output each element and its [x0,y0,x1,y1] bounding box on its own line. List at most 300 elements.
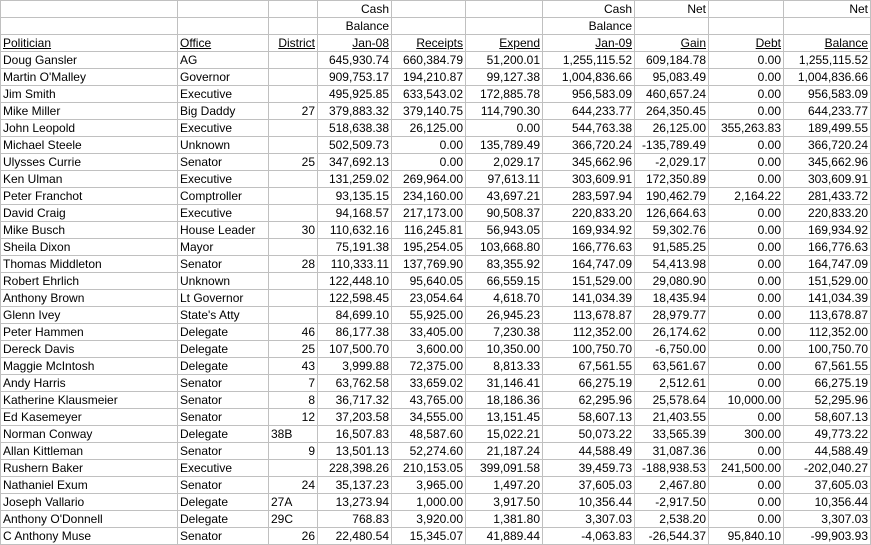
table-cell[interactable]: 28 [269,256,318,273]
table-cell[interactable]: 38B [269,426,318,443]
table-cell[interactable]: 8 [269,392,318,409]
table-cell[interactable]: Anthony Brown [1,290,178,307]
table-cell[interactable]: Dereck Davis [1,341,178,358]
table-cell[interactable]: 29,080.90 [635,273,709,290]
table-cell[interactable]: Mike Miller [1,103,178,120]
table-cell[interactable]: 58,607.13 [543,409,635,426]
column-header[interactable]: Expend [466,35,543,52]
header-top-cell[interactable]: Net [635,1,709,18]
table-cell[interactable]: Mike Busch [1,222,178,239]
table-cell[interactable]: 768.83 [318,511,392,528]
table-cell[interactable]: Maggie McIntosh [1,358,178,375]
table-cell[interactable] [269,307,318,324]
table-cell[interactable]: 660,384.79 [392,52,466,69]
table-cell[interactable]: 172,350.89 [635,171,709,188]
table-cell[interactable]: 956,583.09 [784,86,871,103]
table-cell[interactable]: 956,583.09 [543,86,635,103]
table-cell[interactable]: 234,160.00 [392,188,466,205]
table-cell[interactable]: 26,945.23 [466,307,543,324]
header-top-cell[interactable] [178,1,269,18]
table-cell[interactable]: 3,917.50 [466,494,543,511]
table-cell[interactable]: 59,302.76 [635,222,709,239]
table-cell[interactable]: 220,833.20 [543,205,635,222]
table-cell[interactable]: 12 [269,409,318,426]
table-cell[interactable]: 0.00 [709,103,784,120]
table-cell[interactable]: 345,662.96 [543,154,635,171]
table-cell[interactable]: 190,462.79 [635,188,709,205]
table-cell[interactable]: 43,765.00 [392,392,466,409]
table-cell[interactable]: Robert Ehrlich [1,273,178,290]
table-cell[interactable]: 25 [269,341,318,358]
table-cell[interactable]: 1,255,115.52 [784,52,871,69]
table-cell[interactable]: 345,662.96 [784,154,871,171]
header-top-cell[interactable] [269,1,318,18]
table-cell[interactable]: 0.00 [709,69,784,86]
table-cell[interactable]: 0.00 [709,307,784,324]
table-cell[interactable]: 103,668.80 [466,239,543,256]
table-cell[interactable]: 52,274.60 [392,443,466,460]
table-cell[interactable]: 116,245.81 [392,222,466,239]
table-cell[interactable]: 169,934.92 [784,222,871,239]
header-mid-cell[interactable] [1,18,178,35]
table-cell[interactable]: 633,543.02 [392,86,466,103]
table-cell[interactable]: Peter Hammen [1,324,178,341]
table-cell[interactable]: 100,750.70 [784,341,871,358]
table-cell[interactable]: 113,678.87 [784,307,871,324]
table-cell[interactable]: 37,203.58 [318,409,392,426]
table-cell[interactable]: 3,999.88 [318,358,392,375]
table-cell[interactable]: Unknown [178,137,269,154]
header-top-cell[interactable] [466,1,543,18]
table-cell[interactable]: AG [178,52,269,69]
table-cell[interactable]: 220,833.20 [784,205,871,222]
table-cell[interactable]: 460,657.24 [635,86,709,103]
table-cell[interactable]: -135,789.49 [635,137,709,154]
table-cell[interactable]: 31,087.36 [635,443,709,460]
table-cell[interactable]: 300.00 [709,426,784,443]
header-mid-cell[interactable] [466,18,543,35]
table-cell[interactable]: 0.00 [709,494,784,511]
table-cell[interactable]: -188,938.53 [635,460,709,477]
table-cell[interactable] [269,120,318,137]
header-top-cell[interactable]: Net [784,1,871,18]
table-cell[interactable]: 72,375.00 [392,358,466,375]
table-cell[interactable]: 66,559.15 [466,273,543,290]
table-cell[interactable]: Lt Governor [178,290,269,307]
table-cell[interactable]: 112,352.00 [543,324,635,341]
table-cell[interactable]: 366,720.24 [543,137,635,154]
table-cell[interactable]: -6,750.00 [635,341,709,358]
table-cell[interactable]: 97,613.11 [466,171,543,188]
table-cell[interactable]: Ulysses Currie [1,154,178,171]
table-cell[interactable]: 495,925.85 [318,86,392,103]
table-cell[interactable] [269,137,318,154]
table-cell[interactable]: 30 [269,222,318,239]
table-cell[interactable]: 0.00 [709,273,784,290]
table-cell[interactable]: 7,230.38 [466,324,543,341]
table-cell[interactable]: 43 [269,358,318,375]
table-cell[interactable]: 172,885.78 [466,86,543,103]
table-cell[interactable]: Delegate [178,426,269,443]
table-cell[interactable]: 7 [269,375,318,392]
table-cell[interactable]: Senator [178,375,269,392]
table-cell[interactable]: 544,763.38 [543,120,635,137]
header-top-cell[interactable]: Cash [543,1,635,18]
table-cell[interactable]: 355,263.83 [709,120,784,137]
table-cell[interactable]: Delegate [178,494,269,511]
table-cell[interactable]: 135,789.49 [466,137,543,154]
table-cell[interactable]: Katherine Klausmeier [1,392,178,409]
table-cell[interactable]: 90,508.37 [466,205,543,222]
column-header[interactable]: Debt [709,35,784,52]
table-cell[interactable]: 95,840.10 [709,528,784,545]
table-cell[interactable]: 86,177.38 [318,324,392,341]
table-cell[interactable]: 114,790.30 [466,103,543,120]
table-cell[interactable]: 33,659.02 [392,375,466,392]
table-cell[interactable]: Thomas Middleton [1,256,178,273]
table-cell[interactable]: Senator [178,477,269,494]
table-cell[interactable]: 58,607.13 [784,409,871,426]
header-top-cell[interactable] [709,1,784,18]
table-cell[interactable]: Andy Harris [1,375,178,392]
table-cell[interactable]: 0.00 [709,375,784,392]
table-cell[interactable]: 63,561.67 [635,358,709,375]
table-cell[interactable]: 41,889.44 [466,528,543,545]
table-cell[interactable]: 0.00 [392,137,466,154]
table-cell[interactable]: 164,747.09 [543,256,635,273]
table-cell[interactable]: 110,632.16 [318,222,392,239]
table-cell[interactable]: 13,273.94 [318,494,392,511]
table-cell[interactable]: 34,555.00 [392,409,466,426]
table-cell[interactable]: 91,585.25 [635,239,709,256]
table-cell[interactable]: 303,609.91 [543,171,635,188]
table-cell[interactable]: 56,943.05 [466,222,543,239]
table-cell[interactable]: 18,186.36 [466,392,543,409]
table-cell[interactable]: Senator [178,528,269,545]
table-cell[interactable]: 644,233.77 [784,103,871,120]
table-cell[interactable]: 0.00 [709,52,784,69]
table-cell[interactable]: 1,000.00 [392,494,466,511]
table-cell[interactable]: 0.00 [709,511,784,528]
table-cell[interactable]: 2,029.17 [466,154,543,171]
table-cell[interactable]: 0.00 [709,86,784,103]
table-cell[interactable]: Senator [178,256,269,273]
table-cell[interactable]: 26,174.62 [635,324,709,341]
table-cell[interactable]: 67,561.55 [543,358,635,375]
table-cell[interactable]: 25 [269,154,318,171]
table-cell[interactable]: 283,597.94 [543,188,635,205]
table-cell[interactable]: 26,125.00 [392,120,466,137]
table-cell[interactable]: 3,307.03 [784,511,871,528]
table-cell[interactable]: 95,083.49 [635,69,709,86]
table-cell[interactable]: 269,964.00 [392,171,466,188]
table-cell[interactable]: State's Atty [178,307,269,324]
table-cell[interactable]: 25,578.64 [635,392,709,409]
table-cell[interactable]: 264,350.45 [635,103,709,120]
table-cell[interactable]: 228,398.26 [318,460,392,477]
table-cell[interactable]: Sheila Dixon [1,239,178,256]
table-cell[interactable]: 27 [269,103,318,120]
table-cell[interactable]: Delegate [178,511,269,528]
table-cell[interactable]: 33,565.39 [635,426,709,443]
table-cell[interactable]: 18,435.94 [635,290,709,307]
header-mid-cell[interactable] [269,18,318,35]
table-cell[interactable]: -99,903.93 [784,528,871,545]
table-cell[interactable]: 23,054.64 [392,290,466,307]
table-cell[interactable]: 379,140.75 [392,103,466,120]
table-cell[interactable]: 164,747.09 [784,256,871,273]
table-cell[interactable]: Martin O'Malley [1,69,178,86]
table-cell[interactable] [269,460,318,477]
table-cell[interactable]: 16,507.83 [318,426,392,443]
table-cell[interactable]: -202,040.27 [784,460,871,477]
table-cell[interactable]: 44,588.49 [784,443,871,460]
table-cell[interactable]: 131,259.02 [318,171,392,188]
table-cell[interactable]: 379,883.32 [318,103,392,120]
table-cell[interactable]: 75,191.38 [318,239,392,256]
table-cell[interactable]: 122,448.10 [318,273,392,290]
table-cell[interactable]: 0.00 [709,324,784,341]
table-cell[interactable]: 84,699.10 [318,307,392,324]
table-cell[interactable]: -4,063.83 [543,528,635,545]
table-cell[interactable]: 54,413.98 [635,256,709,273]
table-cell[interactable]: 609,184.78 [635,52,709,69]
table-cell[interactable]: 0.00 [709,409,784,426]
table-cell[interactable]: 909,753.17 [318,69,392,86]
table-cell[interactable]: -2,029.17 [635,154,709,171]
table-cell[interactable] [269,239,318,256]
table-cell[interactable]: 3,600.00 [392,341,466,358]
table-cell[interactable]: Rushern Baker [1,460,178,477]
header-mid-cell[interactable]: Balance [543,18,635,35]
table-cell[interactable]: 122,598.45 [318,290,392,307]
column-header[interactable]: Gain [635,35,709,52]
table-cell[interactable]: 0.00 [709,477,784,494]
table-cell[interactable]: -2,917.50 [635,494,709,511]
table-cell[interactable]: 0.00 [709,205,784,222]
table-cell[interactable]: 0.00 [709,256,784,273]
table-cell[interactable]: 0.00 [392,154,466,171]
table-cell[interactable]: Governor [178,69,269,86]
table-cell[interactable]: 189,499.55 [784,120,871,137]
table-cell[interactable]: 137,769.90 [392,256,466,273]
table-cell[interactable]: 2,538.20 [635,511,709,528]
table-cell[interactable]: Executive [178,86,269,103]
table-cell[interactable]: 28,979.77 [635,307,709,324]
table-cell[interactable]: Joseph Vallario [1,494,178,511]
table-cell[interactable]: 166,776.63 [784,239,871,256]
table-cell[interactable]: Doug Gansler [1,52,178,69]
table-cell[interactable]: 100,750.70 [543,341,635,358]
table-cell[interactable]: Senator [178,409,269,426]
table-cell[interactable]: 110,333.11 [318,256,392,273]
table-cell[interactable]: 50,073.22 [543,426,635,443]
table-cell[interactable]: 169,934.92 [543,222,635,239]
table-cell[interactable]: 43,697.21 [466,188,543,205]
table-cell[interactable]: 29C [269,511,318,528]
column-header[interactable]: Jan-08 [318,35,392,52]
table-cell[interactable]: 303,609.91 [784,171,871,188]
header-mid-cell[interactable] [392,18,466,35]
table-cell[interactable] [269,69,318,86]
table-cell[interactable]: -26,544.37 [635,528,709,545]
table-cell[interactable]: 2,467.80 [635,477,709,494]
table-cell[interactable]: 366,720.24 [784,137,871,154]
table-cell[interactable]: Delegate [178,324,269,341]
table-cell[interactable]: 2,164.22 [709,188,784,205]
table-cell[interactable]: 10,356.44 [543,494,635,511]
table-cell[interactable]: 63,762.58 [318,375,392,392]
table-cell[interactable]: Ed Kasemeyer [1,409,178,426]
table-cell[interactable]: 26,125.00 [635,120,709,137]
table-cell[interactable]: 3,965.00 [392,477,466,494]
table-cell[interactable]: 36,717.32 [318,392,392,409]
table-cell[interactable]: 194,210.87 [392,69,466,86]
table-cell[interactable] [269,273,318,290]
table-cell[interactable]: 281,433.72 [784,188,871,205]
table-cell[interactable]: 195,254.05 [392,239,466,256]
table-cell[interactable]: Glenn Ivey [1,307,178,324]
table-cell[interactable]: 93,135.15 [318,188,392,205]
table-cell[interactable]: Executive [178,460,269,477]
table-cell[interactable]: 9 [269,443,318,460]
table-cell[interactable]: 39,459.73 [543,460,635,477]
table-cell[interactable]: 51,200.01 [466,52,543,69]
table-cell[interactable]: 94,168.57 [318,205,392,222]
table-cell[interactable]: Allan Kittleman [1,443,178,460]
table-cell[interactable]: 518,638.38 [318,120,392,137]
table-cell[interactable]: Nathaniel Exum [1,477,178,494]
table-cell[interactable]: Senator [178,154,269,171]
table-cell[interactable]: 48,587.60 [392,426,466,443]
table-cell[interactable]: Jim Smith [1,86,178,103]
table-cell[interactable]: 15,345.07 [392,528,466,545]
table-cell[interactable]: 95,640.05 [392,273,466,290]
table-cell[interactable]: 10,000.00 [709,392,784,409]
table-cell[interactable]: 0.00 [709,222,784,239]
table-cell[interactable]: 10,350.00 [466,341,543,358]
table-cell[interactable]: 24 [269,477,318,494]
table-cell[interactable]: 3,920.00 [392,511,466,528]
table-cell[interactable]: 27A [269,494,318,511]
table-cell[interactable]: 21,403.55 [635,409,709,426]
header-top-cell[interactable]: Cash [318,1,392,18]
header-mid-cell[interactable] [178,18,269,35]
table-cell[interactable]: 67,561.55 [784,358,871,375]
table-cell[interactable]: Big Daddy [178,103,269,120]
table-cell[interactable]: 0.00 [709,137,784,154]
table-cell[interactable]: 62,295.96 [543,392,635,409]
table-cell[interactable]: 21,187.24 [466,443,543,460]
table-cell[interactable]: 99,127.38 [466,69,543,86]
table-cell[interactable]: 13,151.45 [466,409,543,426]
table-cell[interactable]: Executive [178,205,269,222]
table-cell[interactable]: 151,529.00 [784,273,871,290]
table-cell[interactable]: 112,352.00 [784,324,871,341]
table-cell[interactable]: 217,173.00 [392,205,466,222]
table-cell[interactable]: 52,295.96 [784,392,871,409]
table-cell[interactable]: 0.00 [709,171,784,188]
table-cell[interactable]: 0.00 [709,290,784,307]
table-cell[interactable]: 107,500.70 [318,341,392,358]
table-cell[interactable]: 55,925.00 [392,307,466,324]
table-cell[interactable]: 10,356.44 [784,494,871,511]
table-cell[interactable]: 37,605.03 [543,477,635,494]
table-cell[interactable]: 26 [269,528,318,545]
table-cell[interactable]: 644,233.77 [543,103,635,120]
table-cell[interactable]: 126,664.63 [635,205,709,222]
header-mid-cell[interactable]: Balance [318,18,392,35]
table-cell[interactable]: 35,137.23 [318,477,392,494]
table-cell[interactable]: 166,776.63 [543,239,635,256]
table-cell[interactable]: Norman Conway [1,426,178,443]
table-cell[interactable]: 4,618.70 [466,290,543,307]
table-cell[interactable]: 8,813.33 [466,358,543,375]
table-cell[interactable]: 3,307.03 [543,511,635,528]
table-cell[interactable]: 141,034.39 [784,290,871,307]
table-cell[interactable]: John Leopold [1,120,178,137]
table-cell[interactable]: 66,275.19 [543,375,635,392]
table-cell[interactable]: 31,146.41 [466,375,543,392]
header-mid-cell[interactable] [784,18,871,35]
table-cell[interactable]: 0.00 [709,443,784,460]
table-cell[interactable]: 13,501.13 [318,443,392,460]
table-cell[interactable] [269,290,318,307]
column-header[interactable]: Jan-09 [543,35,635,52]
table-cell[interactable]: 0.00 [709,154,784,171]
table-cell[interactable]: 0.00 [709,358,784,375]
table-cell[interactable]: Peter Franchot [1,188,178,205]
table-cell[interactable]: 44,588.49 [543,443,635,460]
column-header[interactable]: Politician [1,35,178,52]
table-cell[interactable]: Executive [178,171,269,188]
table-cell[interactable]: Executive [178,120,269,137]
header-mid-cell[interactable] [635,18,709,35]
table-cell[interactable]: Anthony O'Donnell [1,511,178,528]
table-cell[interactable] [269,205,318,222]
table-cell[interactable]: 49,773.22 [784,426,871,443]
column-header[interactable]: District [269,35,318,52]
table-cell[interactable]: 347,692.13 [318,154,392,171]
column-header[interactable]: Receipts [392,35,466,52]
table-cell[interactable]: 46 [269,324,318,341]
table-cell[interactable]: Senator [178,392,269,409]
header-mid-cell[interactable] [709,18,784,35]
table-cell[interactable]: 241,500.00 [709,460,784,477]
table-cell[interactable]: 645,930.74 [318,52,392,69]
table-cell[interactable]: House Leader [178,222,269,239]
table-cell[interactable]: 1,497.20 [466,477,543,494]
table-cell[interactable]: 151,529.00 [543,273,635,290]
table-cell[interactable]: 0.00 [466,120,543,137]
table-cell[interactable]: 1,255,115.52 [543,52,635,69]
table-cell[interactable]: Ken Ulman [1,171,178,188]
table-cell[interactable] [269,171,318,188]
table-cell[interactable]: 22,480.54 [318,528,392,545]
table-cell[interactable]: Delegate [178,358,269,375]
table-cell[interactable]: 502,509.73 [318,137,392,154]
header-top-cell[interactable] [1,1,178,18]
table-cell[interactable]: 66,275.19 [784,375,871,392]
table-cell[interactable]: C Anthony Muse [1,528,178,545]
table-cell[interactable]: 1,004,836.66 [784,69,871,86]
table-cell[interactable]: 33,405.00 [392,324,466,341]
table-cell[interactable] [269,188,318,205]
table-cell[interactable]: Comptroller [178,188,269,205]
table-cell[interactable]: Delegate [178,341,269,358]
table-cell[interactable]: Mayor [178,239,269,256]
table-cell[interactable]: 399,091.58 [466,460,543,477]
